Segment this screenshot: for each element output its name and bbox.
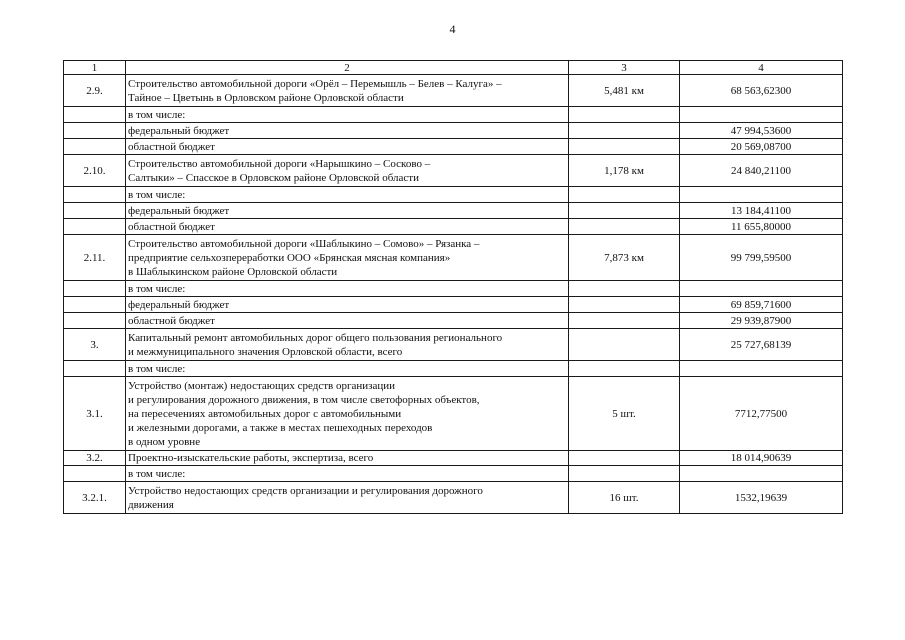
description-line: на пересечениях автомобильных дорог с автомобильными [128, 407, 402, 420]
table-row [64, 377, 843, 451]
quantity-cell: 5,481 км [569, 75, 680, 107]
description-line: в том числе: [128, 108, 186, 121]
row-number-cell [64, 297, 126, 313]
row-number-cell [64, 139, 126, 155]
description-cell [126, 361, 569, 377]
quantity-cell [569, 466, 680, 482]
table-subrow [64, 219, 843, 235]
description-cell [126, 139, 569, 155]
description-line: и железными дорогами, а также в местах пешеходных переходов [128, 421, 433, 434]
amount-cell [680, 187, 843, 203]
description-cell [126, 281, 569, 297]
amount-cell: 47 994,53600 [680, 123, 843, 139]
description-cell [126, 313, 569, 329]
quantity-cell [569, 297, 680, 313]
description-cell [126, 155, 569, 187]
description-line: и регулирования дорожного движения, в том числе светофорных объектов, [128, 393, 480, 406]
header-cell-1: 1 [64, 61, 126, 75]
description-line: Строительство автомобильной дороги «Нарышкино – Сосково – [128, 157, 431, 170]
table-row [64, 482, 843, 514]
description-line: в Шаблыкинском районе Орловской области [128, 265, 338, 278]
table-body [64, 61, 843, 514]
row-number-cell [64, 203, 126, 219]
row-number-cell [64, 313, 126, 329]
quantity-cell [569, 123, 680, 139]
description-cell [126, 451, 569, 466]
description-line: Устройство недостающих средств организации и регулирования дорожного [128, 484, 483, 497]
amount-cell: 1532,19639 [680, 482, 843, 514]
description-cell [126, 297, 569, 313]
row-number-cell: 2.11. [64, 235, 126, 281]
quantity-cell: 5 шт. [569, 377, 680, 451]
description-line: федеральный бюджет [128, 124, 230, 137]
quantity-cell [569, 107, 680, 123]
description-line: областной бюджет [128, 220, 215, 233]
quantity-cell [569, 139, 680, 155]
amount-cell [680, 466, 843, 482]
quantity-cell [569, 203, 680, 219]
amount-cell [680, 361, 843, 377]
row-number-cell [64, 466, 126, 482]
description-line: областной бюджет [128, 314, 215, 327]
table-subrow [64, 187, 843, 203]
description-line: в том числе: [128, 467, 186, 480]
description-cell [126, 123, 569, 139]
quantity-cell [569, 361, 680, 377]
description-line: и межмуниципального значения Орловской области, всего [128, 345, 403, 358]
description-line: в одном уровне [128, 435, 201, 448]
description-cell [126, 75, 569, 107]
quantity-cell [569, 451, 680, 466]
table-subrow [64, 203, 843, 219]
description-line: Строительство автомобильной дороги «Шаблыкино – Сомово» – Рязанка – [128, 237, 480, 250]
amount-cell [680, 281, 843, 297]
amount-cell: 11 655,80000 [680, 219, 843, 235]
row-number-cell: 3.1. [64, 377, 126, 451]
amount-cell: 13 184,41100 [680, 203, 843, 219]
table-row [64, 451, 843, 466]
quantity-cell: 1,178 км [569, 155, 680, 187]
description-line: федеральный бюджет [128, 298, 230, 311]
description-cell [126, 482, 569, 514]
row-number-cell: 2.9. [64, 75, 126, 107]
description-cell [126, 187, 569, 203]
quantity-cell: 7,873 км [569, 235, 680, 281]
table-row [64, 155, 843, 187]
table-subrow [64, 313, 843, 329]
description-cell [126, 203, 569, 219]
table-subrow [64, 139, 843, 155]
description-line: в том числе: [128, 282, 186, 295]
row-number-cell: 3.2.1. [64, 482, 126, 514]
description-cell [126, 329, 569, 361]
table-subrow [64, 123, 843, 139]
row-number-cell: 3.2. [64, 451, 126, 466]
description-cell [126, 107, 569, 123]
table-subrow [64, 297, 843, 313]
table-row [64, 235, 843, 281]
row-number-cell: 3. [64, 329, 126, 361]
amount-cell: 20 569,08700 [680, 139, 843, 155]
page-number: 4 [449, 22, 456, 36]
quantity-cell [569, 187, 680, 203]
table-subrow [64, 466, 843, 482]
table-subrow [64, 361, 843, 377]
description-cell [126, 235, 569, 281]
table-row [64, 75, 843, 107]
description-line: Салтыки» – Спасское в Орловском районе Орловской области [128, 171, 419, 184]
row-number-cell [64, 107, 126, 123]
table-subrow [64, 281, 843, 297]
amount-cell: 24 840,21100 [680, 155, 843, 187]
amount-cell: 99 799,59500 [680, 235, 843, 281]
description-cell [126, 219, 569, 235]
description-cell [126, 377, 569, 451]
description-line: движения [128, 498, 174, 511]
quantity-cell [569, 281, 680, 297]
description-line: Проектно-изыскательские работы, экспертиза, всего [128, 452, 374, 464]
description-line: Капитальный ремонт автомобильных дорог общего пользования регионального [128, 331, 503, 344]
amount-cell: 25 727,68139 [680, 329, 843, 361]
header-cell-3: 3 [569, 61, 680, 75]
quantity-cell [569, 219, 680, 235]
quantity-cell [569, 313, 680, 329]
row-number-cell [64, 361, 126, 377]
description-line: Строительство автомобильной дороги «Орёл – Перемышль – Белев – Калуга» – [128, 77, 502, 90]
description-line: в том числе: [128, 362, 186, 375]
amount-cell: 68 563,62300 [680, 75, 843, 107]
table-header-row [64, 61, 843, 75]
description-line: предприятие сельхозпереработки ООО «Брянская мясная компания» [128, 251, 451, 264]
table-row [64, 329, 843, 361]
description-line: Устройство (монтаж) недостающих средств организации [128, 379, 396, 392]
amount-cell: 18 014,90639 [680, 451, 843, 466]
row-number-cell [64, 219, 126, 235]
header-cell-4: 4 [680, 61, 843, 75]
description-cell [126, 466, 569, 482]
description-line: федеральный бюджет [128, 204, 230, 217]
quantity-cell [569, 329, 680, 361]
description-line: областной бюджет [128, 140, 215, 153]
budget-table [63, 60, 843, 514]
table-subrow [64, 107, 843, 123]
amount-cell: 29 939,87900 [680, 313, 843, 329]
amount-cell: 69 859,71600 [680, 297, 843, 313]
description-line: Тайное – Цветынь в Орловском районе Орловской области [128, 91, 404, 104]
row-number-cell [64, 281, 126, 297]
row-number-cell [64, 187, 126, 203]
header-cell-2: 2 [126, 61, 569, 75]
amount-cell [680, 107, 843, 123]
quantity-cell: 16 шт. [569, 482, 680, 514]
row-number-cell: 2.10. [64, 155, 126, 187]
amount-cell: 7712,77500 [680, 377, 843, 451]
description-line: в том числе: [128, 188, 186, 201]
row-number-cell [64, 123, 126, 139]
